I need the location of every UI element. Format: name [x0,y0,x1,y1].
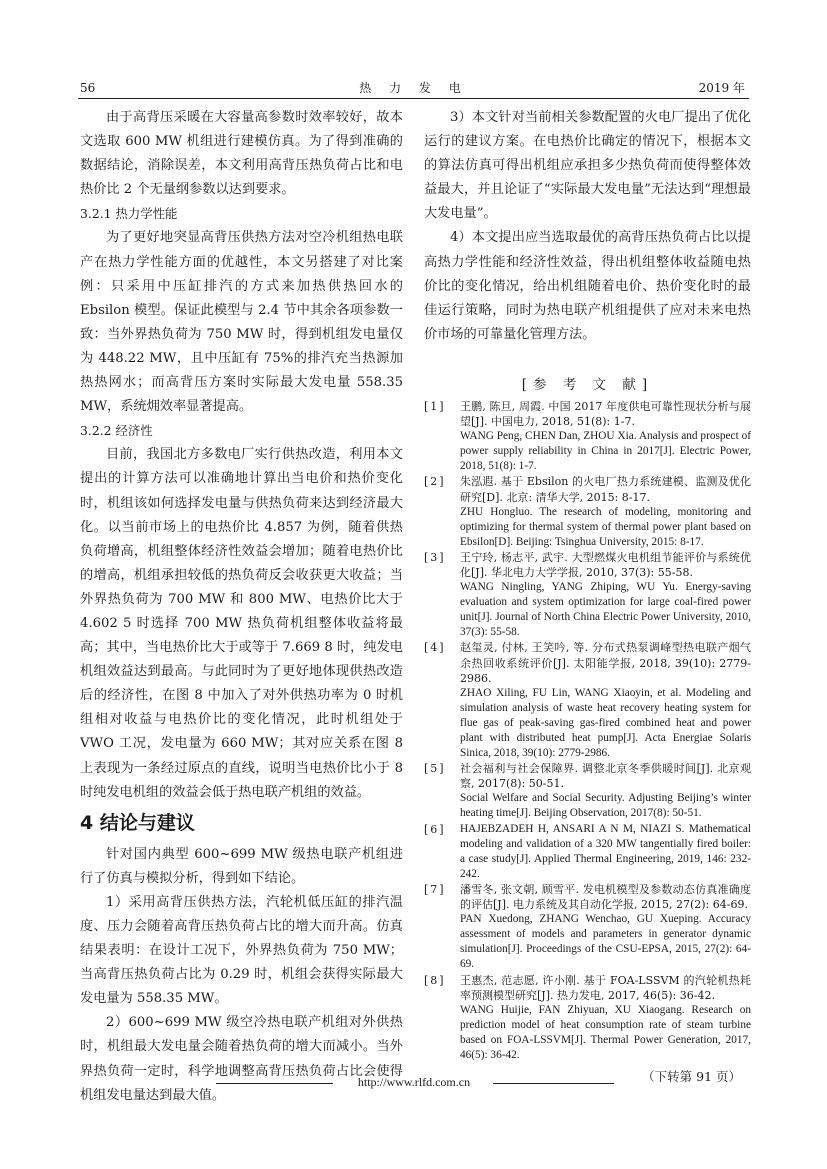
issue-year: 2019 年 [698,81,745,95]
reference-text-en: WANG Peng, CHEN Dan, ZHOU Xia. Analysis and prospect of power supply reliability in China in 2017[J]. Electric Power, 2018, 51(8): 1-7. [460,430,751,473]
reference-text-en: PAN Xuedong, ZHANG Wenchao, GU Xueping. Accuracy assessment of models and parameters in generator dynamic simulation[J]. Proceedings of the CSU-EPSA, 2015, 27(2): 64-69. [460,913,751,971]
footer-rule-right [493,1083,614,1084]
reference-item [424,973,751,1064]
reference-item [424,822,751,882]
paragraph: 针对国内典型 600~699 MW 级热电联产机组进行了仿真与模拟分析，得到如下结论。 [80,846,403,886]
reference-item [424,399,751,474]
reference-number: [1] [424,399,446,413]
reference-text-en: Social Welfare and Social Security. Adjusting Beijing’s winter heating time[J]. Beijing Observation, 2017(8): 50-51. [460,792,751,820]
reference-text-en: ZHAO Xiling, FU Lin, WANG Xiaoyin, et al. Modeling and simulation analysis of waste heat recovery heating system for flue gas of peak-saving gas-fired combined heat and power plant with distributed heat pump[J]. Acta Energiae Solaris Sinica, 2018, 39(10): 2779-2986. [460,686,751,760]
reference-text-en: HAJEBZADEH H, ANSARI A N M, NIAZI S. Mathematical modeling and validation of a 320 MW tangentially fired boiler: a case study[J]. Applied Thermal Engineering, 2019, 146: 232-242. [460,822,751,880]
reference-number: [3] [424,550,446,564]
reference-text-zh: 赵玺灵, 付林, 王笑吟, 等. 分布式热泵调峰型热电联产烟气余热回收系统评价[J]. 太阳能学报, 2018, 39(10): 2779-2986. [460,641,751,685]
reference-list [424,399,751,1063]
reference-item [424,761,751,821]
page-footer [0,1074,827,1094]
reference-text-zh: 社会福利与社会保障界. 调整北京冬季供暖时间[J]. 北京观察, 2017(8): 50-51. [460,762,751,791]
running-header [78,80,749,99]
reference-text-zh: 潘雪冬, 张文朝, 顾雪平. 发电机模型及参数动态仿真准确度的评估[J]. 电力系统及其自动化学报, 2015, 27(2): 64-69. [460,882,751,912]
reference-number: [2] [424,475,446,489]
paragraph: 为了更好地突显高背压供热方法对空冷机组热电联产在热力学性能方面的优越性，本文另搭建了对比案例：只采用中压缸排汽的方式来加热供热回水的 Ebsilon 模型。保证此模型与 2.4 节中其余各项参数一致：当外界热负荷为 750 MW 时，得到机组发电量仅为 448.22 MW，且中压缸有 75%的排汽充当热源加热热网水；而高背压方案时实际最大发电量 558.35 MW，系统㶲效率显著提高。 [80,230,403,415]
reference-text-en: ZHU Hongluo. The research of modeling, monitoring and optimizing for thermal system of thermal power plant based on Ebsilon[D]. Beijing: Tsinghua University, 2015: 8-17. [460,505,751,548]
paragraph: 由于高背压采暖在大容量高参数时效率较好，故本文选取 600 MW 机组进行建模仿真。为了得到准确的数据结论，消除误差，本文利用高背压热负荷占比和电热价比 2 个无量纲参数以达到要求。 [80,110,403,198]
section-heading-4: 4 结论与建议 [80,811,195,834]
reference-number: [8] [424,973,446,987]
paragraph: 目前，我国北方多数电厂实行供热改造，利用本文提出的计算方法可以准确地计算出当电价和热价变化时，机组该如何选择发电量与供热负荷来达到经济最大化。以当前市场上的电热价比 4.857 为例，随着供热负荷增高，机组整体经济性效益会增加；随着电热价比的增高，机组承担较低的热负荷反会收获更大收益；当外界热负荷为 700 MW 和 800 MW、电热价比大于 4.602 5 时选择 700 MW 热负荷机组整体收益将最高；其中，当电热价比大于或等于 7.669 8 时，纯发电机组效益达到最高。与此同时为了更好地体现供热改造后的经济性，在图 8 中加入了对外供热功率为 0 时机组相对收益与电热价比的变化情况，此时机组处于 VWO 工况，发电量为 660 MW；其对应关系在图 8 上表现为一条经过原点的直线，说明当电热价比小于 8 时纯发电机组的效益会低于热电联产机组的效益。 [80,447,403,800]
left-column [80,106,403,1108]
reference-text-zh: 朱泓遐. 基于 Ebsilon 的火电厂热力系统建模、监测及优化研究[D]. 北京: 清华大学, 2015: 8-17. [460,475,751,504]
reference-item [424,882,751,973]
reference-number: [5] [424,762,446,776]
reference-text-zh: 王惠杰, 范志愿, 许小刚. 基于 FOA-LSSVM 的汽轮机热耗率预测模型研究[J]. 热力发电, 2017, 46(5): 36-42. [460,973,751,1002]
paragraph: 3）本文针对当前相关参数配置的火电厂提出了优化运行的建议方案。在电热价比确定的情况下，根据本文的算法仿真可得出机组应承担多少热负荷而使得整体效益最大，并且论证了“实际最大发电量”无法达到“理想最大发电量”。 [424,110,751,222]
reference-text-en: WANG Huijie, FAN Zhiyuan, XU Xiaogang. Research on prediction model of heat consumption rate of steam turbine based on FOA-LSSVM[J]. Thermal Power Generation, 2017, 46(5): 36-42. [460,1003,751,1061]
reference-item [424,550,751,641]
section-heading-3-2-1: 3.2.1 热力学性能 [80,206,178,222]
continued-note: （下转第 91 页） [642,1069,741,1085]
reference-item [424,640,751,761]
paragraph: 4）本文提出应当选取最优的高背压热负荷占比以提高热力学性能和经济性效益，得出机组整体收益随电热价比的变化情况，给出机组随着电价、热价变化时的最佳运行策略，同时为热电联产机组提供了应对未来电热价市场的可靠量化管理方法。 [424,230,751,342]
footer-rule-left [216,1083,333,1084]
references-heading: [参 考 文 献] [521,376,654,393]
right-column [424,106,751,1085]
reference-text-zh: 王鹏, 陈旦, 周霞. 中国 2017 年度供电可靠性现状分析与展望[J]. 中国电力, 2018, 51(8): 1-7. [460,399,751,429]
paragraph: 2）600~699 MW 级空冷热电联产机组对外供热时，机组最大发电量会随着热负荷的增大而减小。当外界热负荷一定时，科学地调整高背压热负荷占比会使得机组发电量达到最大值。 [80,1015,403,1103]
reference-text-en: WANG Ningling, YANG Zhiping, WU Yu. Energy-saving evaluation and system optimization for large coal-fired power unit[J]. Journal of North China Electric Power University, 2010, 37(3): 55-58. [460,581,751,639]
reference-item [424,474,751,549]
page-number: 56 [80,81,96,95]
reference-number: [7] [424,882,446,896]
section-heading-3-2-2: 3.2.2 经济性 [80,423,153,439]
reference-number: [4] [424,641,446,655]
paragraph: 1）采用高背压供热方法，汽轮机低压缸的排汽温度、压力会随着高背压热负荷占比的增大而升高。仿真结果表明：在设计工况下，外界热负荷为 750 MW；当高背压热负荷占比为 0.29 时，机组会获得实际最大发电量为 558.35 MW。 [80,894,403,1007]
footer-url: http://www.rlfd.com.cn [357,1075,471,1089]
reference-text-zh: 王宁玲, 杨志平, 武宇. 大型燃煤火电机组节能评价与系统优化[J]. 华北电力大学学报, 2010, 37(3): 55-58. [460,550,751,579]
reference-number: [6] [424,822,446,836]
journal-name: 热 力 发 电 [359,81,468,95]
